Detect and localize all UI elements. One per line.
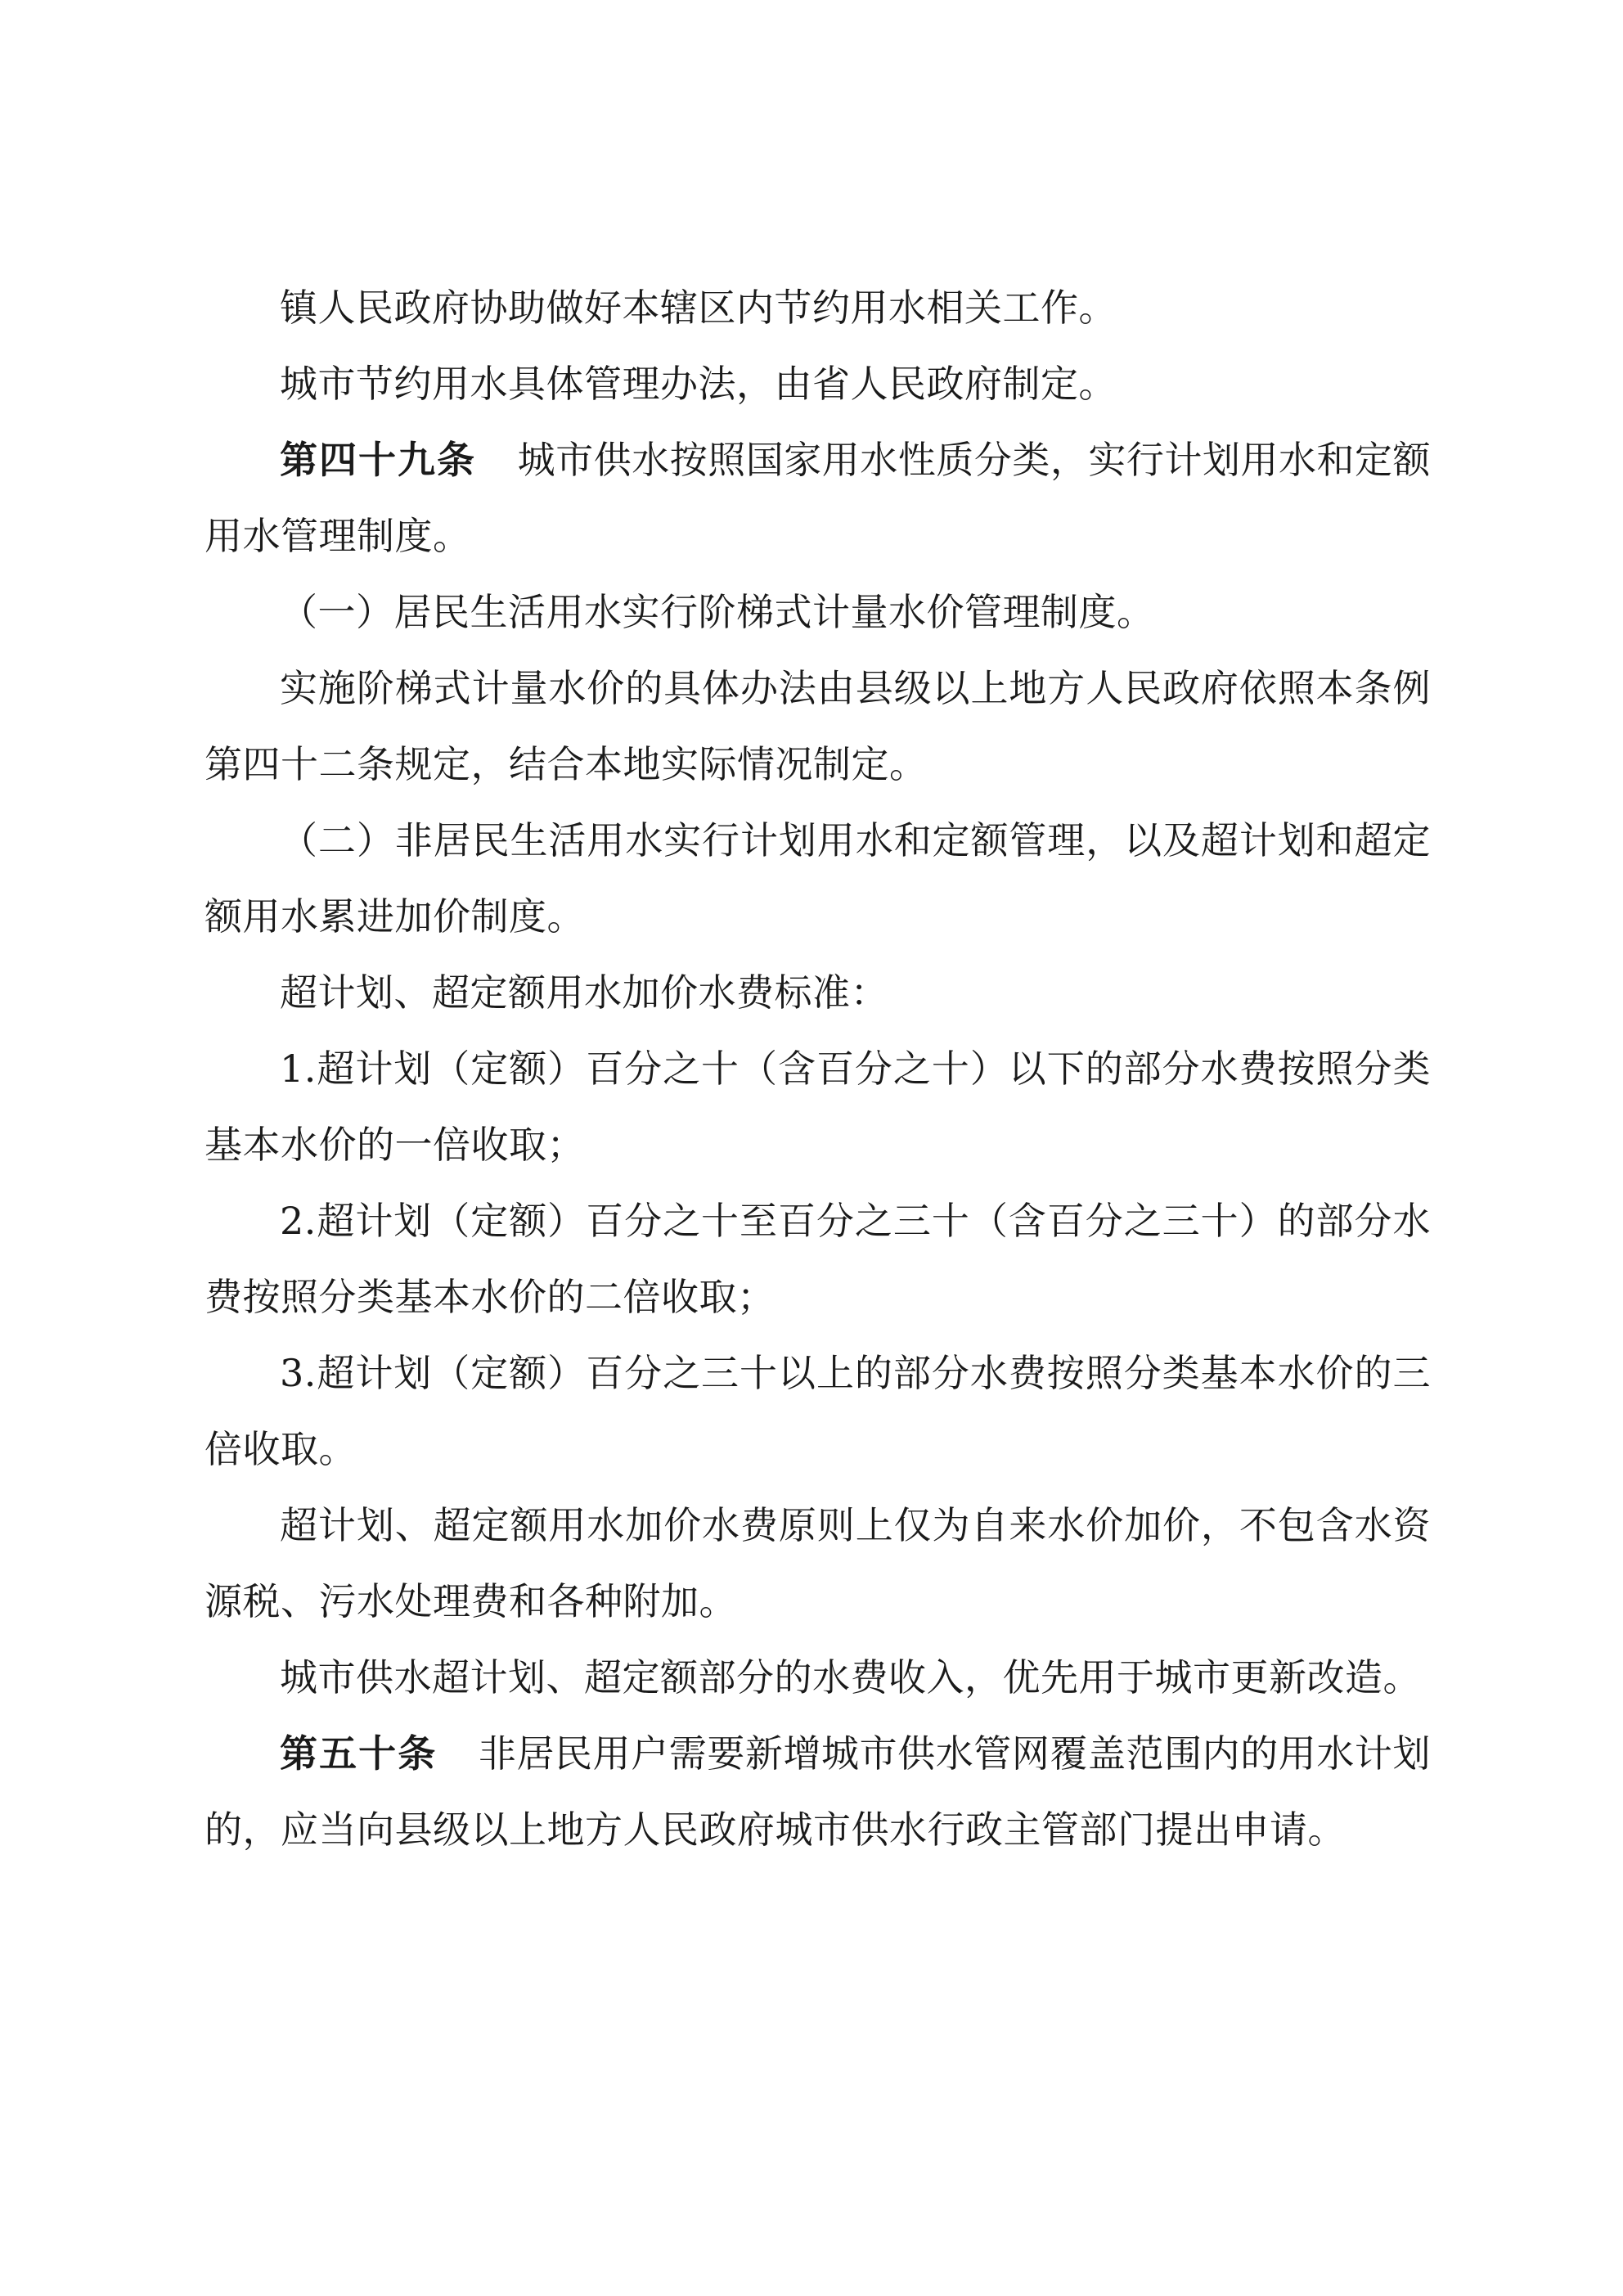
paragraph: （二）非居民生活用水实行计划用水和定额管理，以及超计划和超定额用水累进加价制度。 bbox=[205, 818, 1431, 939]
paragraph: 城市供水超计划、超定额部分的水费收入，优先用于城市更新改造。 bbox=[280, 1655, 1421, 1699]
article-text: 城市供水按照国家用水性质分类，实行计划用水和定额用水管理制度。 bbox=[205, 438, 1432, 558]
article-paragraph bbox=[205, 1716, 1431, 1868]
paragraph: 1.超计划（定额）百分之十（含百分之十）以下的部分水费按照分类基本水价的一倍收取； bbox=[205, 1047, 1431, 1167]
article-label: 第四十九条 bbox=[280, 438, 477, 482]
paragraph: 3.超计划（定额）百分之三十以上的部分水费按照分类基本水价的三倍收取。 bbox=[205, 1351, 1431, 1471]
article-text: 非居民用户需要新增城市供水管网覆盖范围内的用水计划的，应当向县级以上地方人民政府城市供水行政主管部门提出申请。 bbox=[205, 1731, 1432, 1852]
paragraph: 超计划、超定额用水加价水费原则上仅为自来水价加价，不包含水资源税、污水处理费和各种附加。 bbox=[205, 1503, 1431, 1623]
paragraph: 超计划、超定额用水加价水费标准： bbox=[280, 970, 888, 1015]
paragraph: （一）居民生活用水实行阶梯式计量水价管理制度。 bbox=[280, 590, 1155, 634]
paragraph: 镇人民政府协助做好本辖区内节约用水相关工作。 bbox=[280, 286, 1117, 330]
document-body bbox=[205, 270, 1431, 1868]
paragraph: 实施阶梯式计量水价的具体办法由县级以上地方人民政府依照本条例第四十二条规定，结合本地实际情况制定。 bbox=[205, 666, 1431, 786]
paragraph: 城市节约用水具体管理办法，由省人民政府制定。 bbox=[280, 362, 1117, 406]
article-label: 第五十条 bbox=[280, 1731, 438, 1776]
article-paragraph bbox=[205, 422, 1431, 574]
paragraph: 2.超计划（定额）百分之十至百分之三十（含百分之三十）的部分水费按照分类基本水价的二倍收取； bbox=[205, 1199, 1431, 1319]
